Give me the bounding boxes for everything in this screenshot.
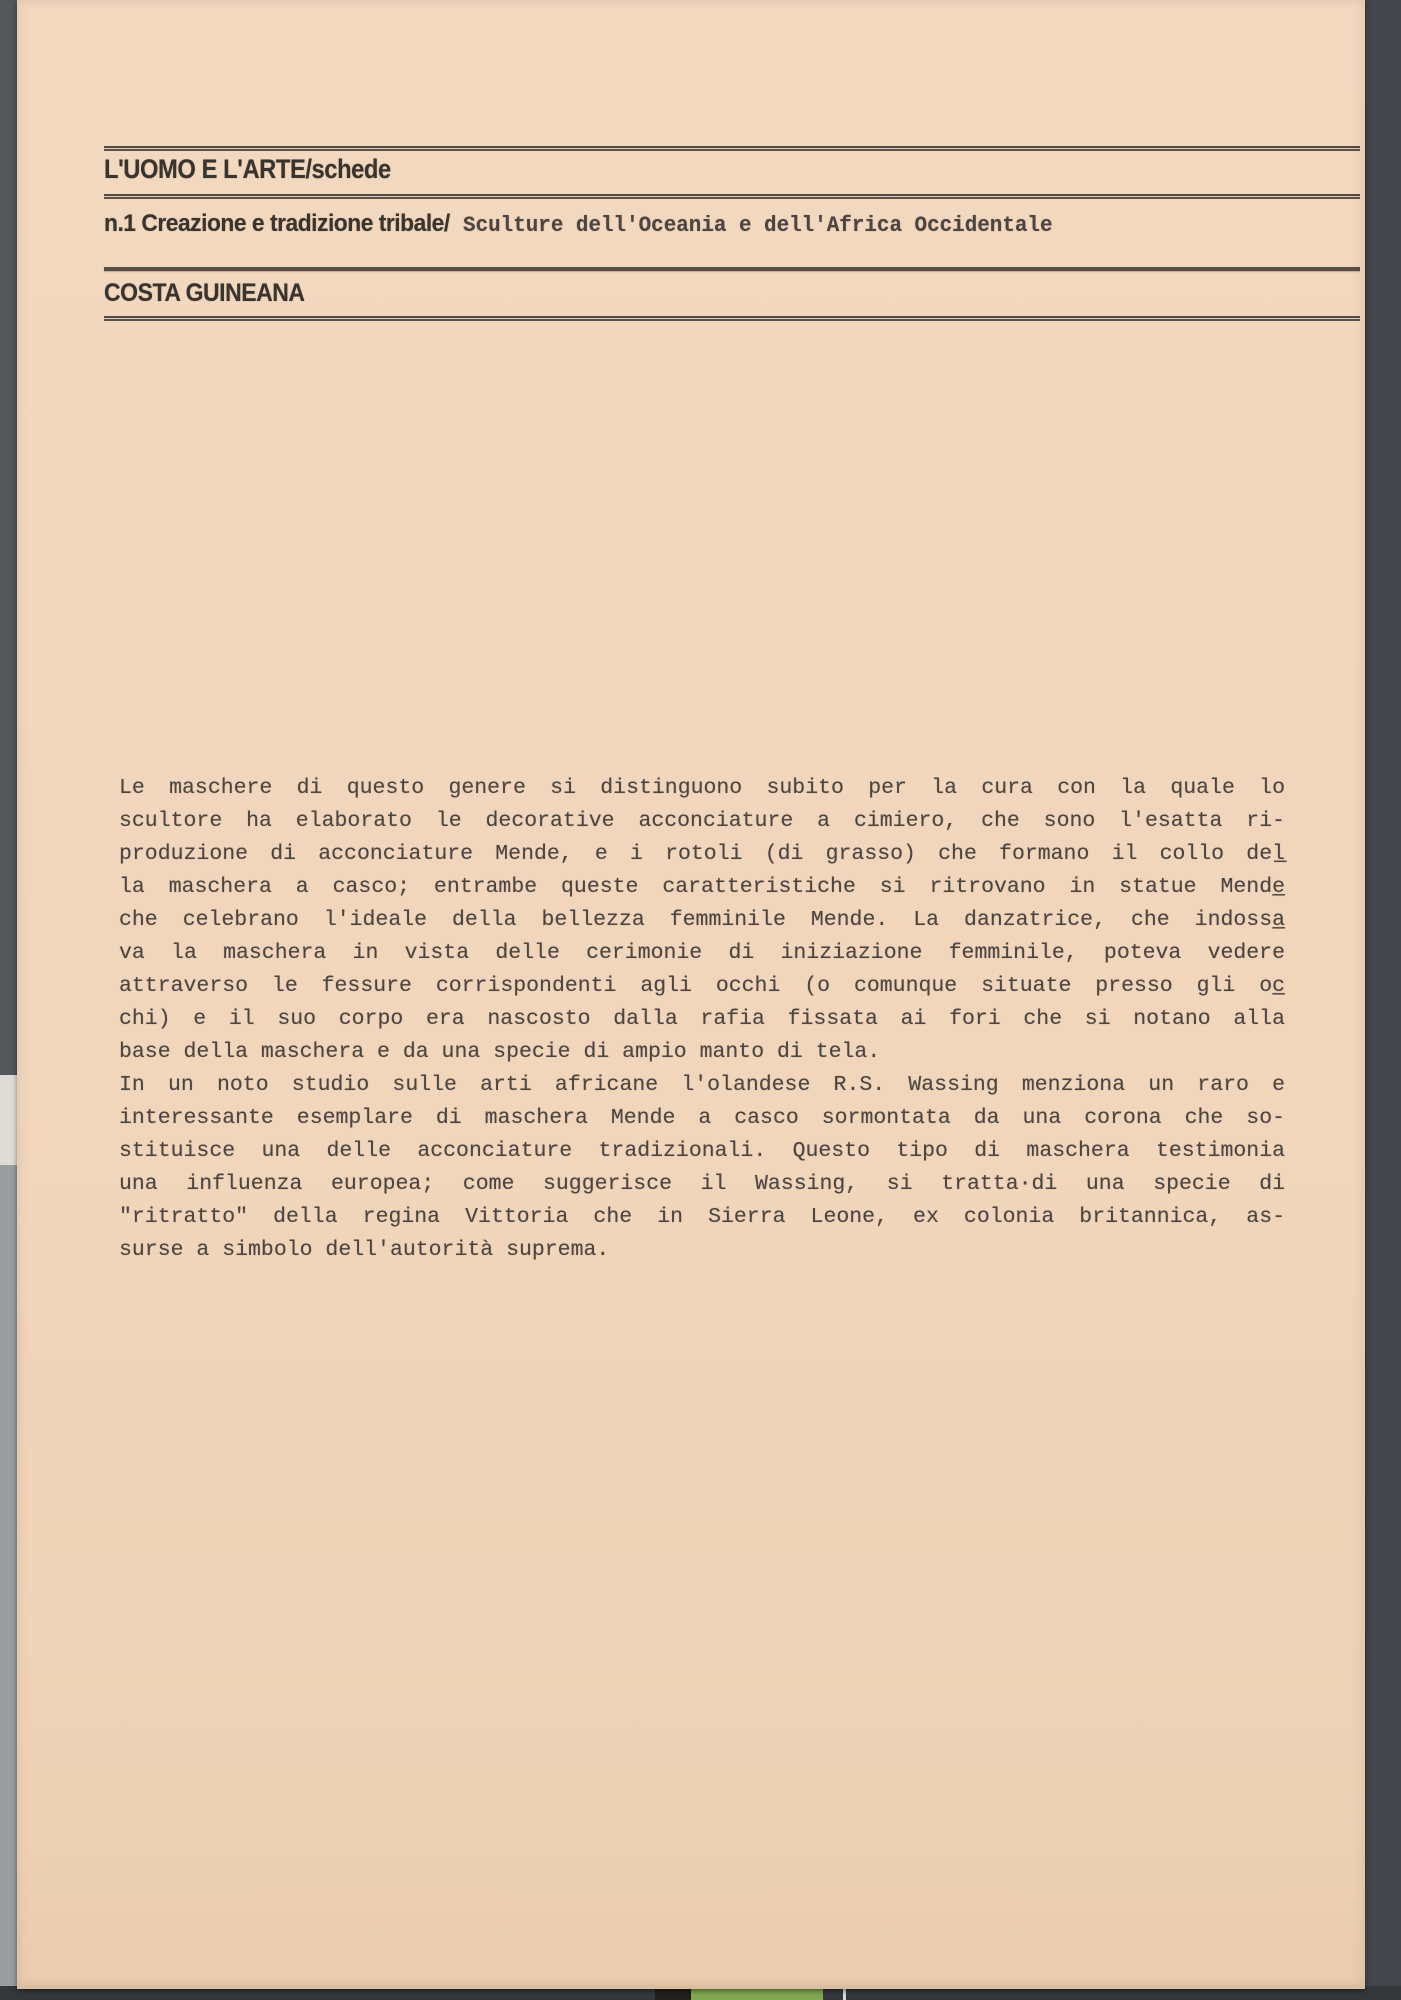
text-line: chi) e il suo corpo era nascosto dalla rafia fissata ai fori che si notano alla	[119, 1007, 1285, 1031]
text-line: base della maschera e da una specie di ampio manto di tela.	[119, 1040, 881, 1064]
text-line: surse a simbolo dell'autorità suprema.	[119, 1238, 610, 1262]
text-line: una influenza europea; come suggerisce il Wassing, si tratta·di una specie di	[119, 1172, 1285, 1196]
scanner-bottom-white-line	[843, 1988, 846, 2000]
scanner-background-left-gray	[0, 1165, 17, 1990]
text-line: la maschera a casco; entrambe queste caratteristiche si ritrovano in statue Mende̲	[119, 875, 1285, 899]
masthead-title-text: L'UOMO E L'ARTE/schede	[104, 154, 391, 184]
scanner-bottom-green-strip	[691, 1988, 823, 2000]
region-heading	[104, 272, 305, 314]
scanner-background-right	[1364, 0, 1401, 2000]
masthead-rule-under-title	[104, 194, 1360, 199]
scanner-bottom-dark-mark	[655, 1988, 691, 2000]
series-number-title: n.1 Creazione e tradizione tribale/	[104, 210, 450, 237]
text-line: scultore ha elaborato le decorative acconciature a cimiero, che sono l'esatta ri-	[119, 809, 1285, 833]
text-line: attraverso le fessure corrispondenti agli occhi (o comunque situate presso gli oc̲	[119, 974, 1285, 998]
scanner-background-left-light	[0, 1075, 17, 1165]
text-line: "ritratto" della regina Vittoria che in Sierra Leone, ex colonia britannica, as-	[119, 1205, 1285, 1229]
scanner-background-left	[0, 0, 17, 1075]
rule-below-region	[104, 316, 1360, 321]
text-line: va la maschera in vista delle cerimonie di iniziazione femminile, poteva vedere	[119, 941, 1285, 965]
document-page	[17, 0, 1365, 1989]
text-line: Le maschere di questo genere si distinguono subito per la cura con la quale lo	[119, 776, 1285, 800]
text-line: interessante esemplare di maschera Mende a casco sormontata da una corona che so-	[119, 1106, 1285, 1130]
text-line: In un noto studio sulle arti africane l'olandese R.S. Wassing menziona un raro e	[119, 1073, 1285, 1097]
paragraph-2	[119, 1069, 1285, 1267]
text-line: stituisce una delle acconciature tradizionali. Questo tipo di maschera testimonia	[119, 1139, 1285, 1163]
series-subtitle-typed: Sculture dell'Oceania e dell'Africa Occidentale	[463, 213, 1053, 238]
text-line: produzione di acconciature Mende, e i rotoli (di grasso) che formano il collo del̲	[119, 842, 1285, 866]
region-heading-text: COSTA GUINEANA	[104, 279, 305, 307]
text-line: che celebrano l'ideale della bellezza femminile Mende. La danzatrice, che indossa̲	[119, 908, 1285, 932]
paragraph-1	[119, 772, 1285, 1069]
series-line	[104, 203, 1053, 247]
masthead-title	[104, 148, 391, 190]
rule-above-region	[104, 267, 1360, 271]
body-text	[119, 772, 1285, 1267]
